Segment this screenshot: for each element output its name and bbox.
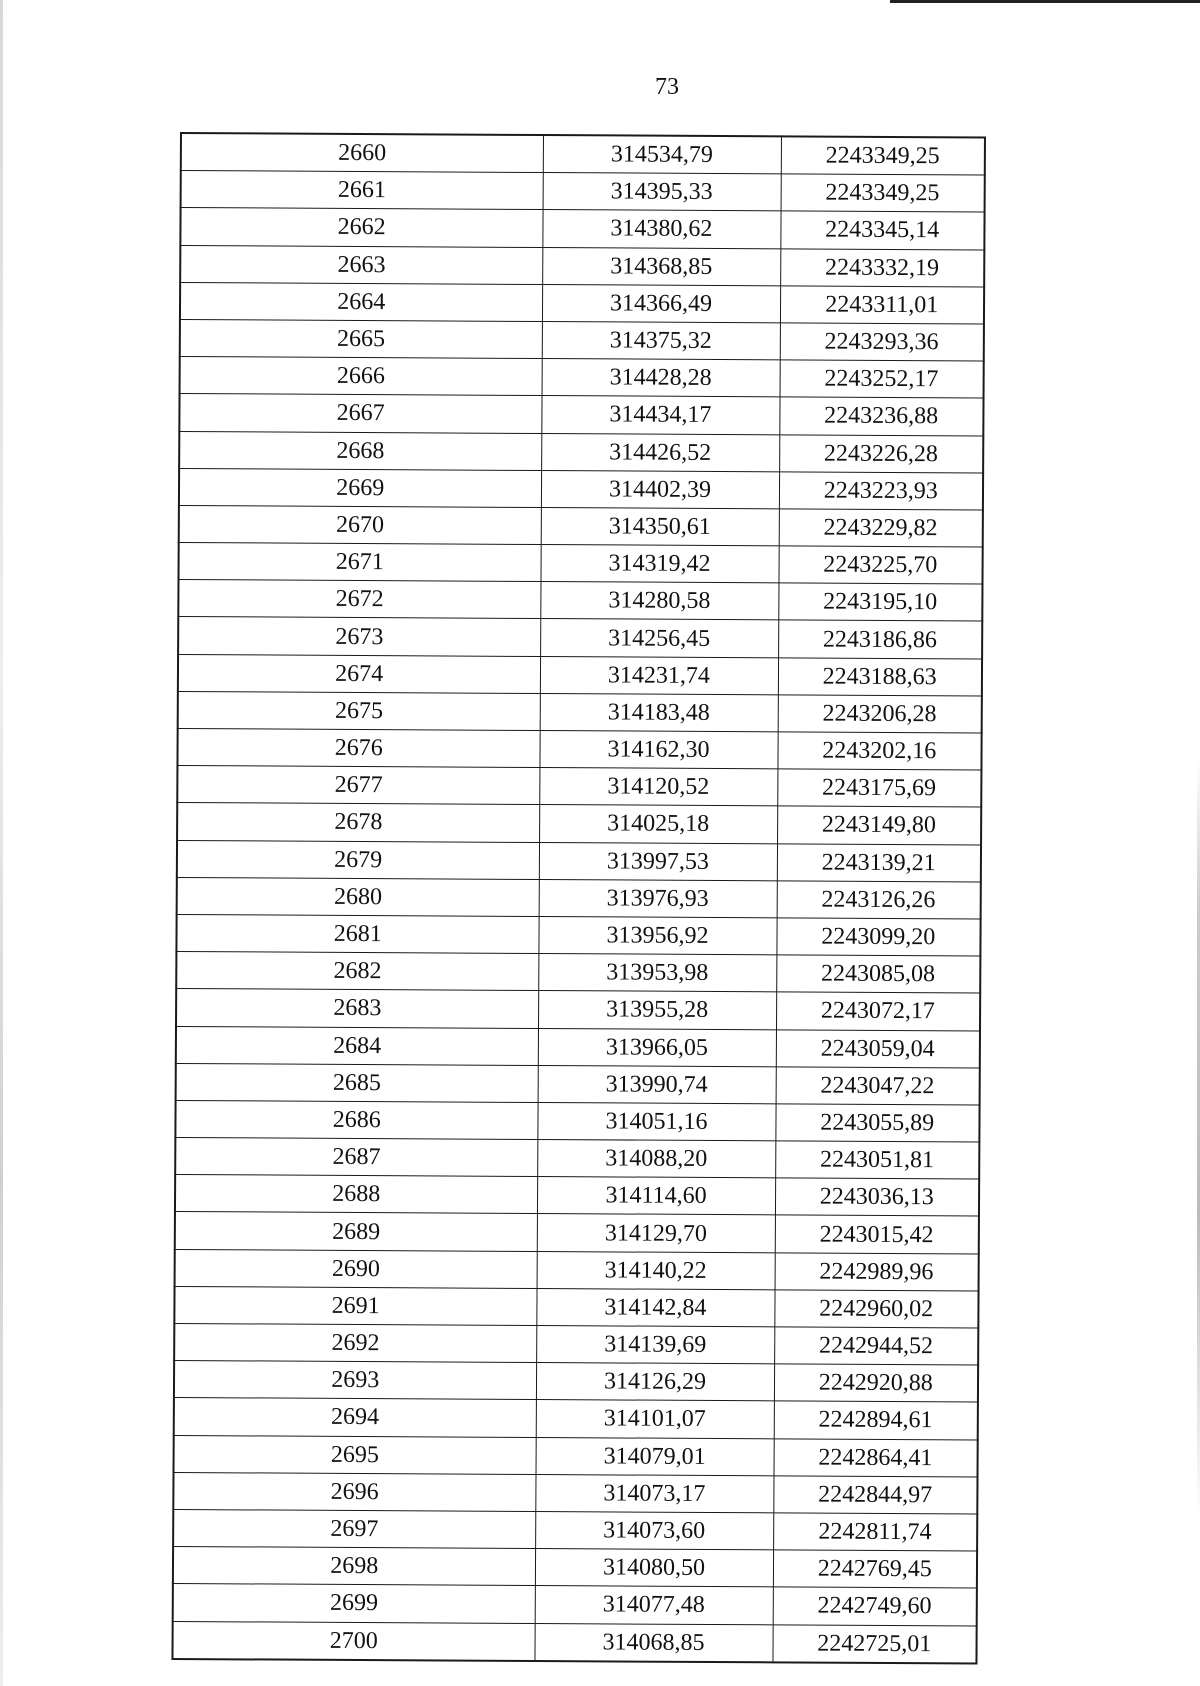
table-row <box>175 1100 979 1142</box>
y-coordinate-cell: 2243186,86 <box>778 620 982 658</box>
y-coordinate-cell: 2242811,74 <box>773 1513 977 1551</box>
x-coordinate-cell: 314256,45 <box>540 619 778 658</box>
point-number-cell: 2662 <box>180 208 542 247</box>
table-row <box>180 282 984 324</box>
x-coordinate-cell: 314073,17 <box>535 1474 773 1513</box>
table-row <box>176 1026 980 1068</box>
table-row <box>178 691 982 733</box>
point-number-cell: 2700 <box>172 1621 534 1661</box>
table-row <box>180 357 984 399</box>
x-coordinate-cell: 314350,61 <box>541 507 779 546</box>
left-scan-edge <box>0 0 3 1686</box>
table-row <box>179 505 983 547</box>
point-number-cell: 2672 <box>178 580 540 619</box>
y-coordinate-cell: 2243206,28 <box>778 695 982 733</box>
table-row <box>180 245 984 287</box>
y-coordinate-cell: 2243332,19 <box>780 248 984 286</box>
y-coordinate-cell: 2243036,13 <box>775 1178 979 1216</box>
y-coordinate-cell: 2243229,82 <box>779 509 983 547</box>
point-number-cell: 2699 <box>173 1584 535 1623</box>
x-coordinate-cell: 314428,28 <box>542 359 780 398</box>
point-number-cell: 2664 <box>180 282 542 321</box>
x-coordinate-cell: 314120,52 <box>539 768 777 807</box>
table-row <box>173 1472 977 1514</box>
x-coordinate-cell: 314073,60 <box>535 1511 773 1550</box>
point-number-cell: 2676 <box>177 728 539 767</box>
y-coordinate-cell: 2242960,02 <box>774 1290 978 1328</box>
y-coordinate-cell: 2242864,41 <box>774 1438 978 1476</box>
x-coordinate-cell: 313966,05 <box>538 1028 776 1067</box>
point-number-cell: 2686 <box>175 1100 537 1139</box>
y-coordinate-cell: 2242920,88 <box>774 1364 978 1402</box>
point-number-cell: 2667 <box>179 394 541 433</box>
table-row <box>173 1584 977 1626</box>
x-coordinate-cell: 313956,92 <box>538 916 776 955</box>
coordinates-table <box>171 132 986 1664</box>
y-coordinate-cell: 2243149,80 <box>777 806 981 844</box>
table-row <box>178 543 982 585</box>
point-number-cell: 2697 <box>173 1509 535 1548</box>
table-row <box>175 1175 979 1217</box>
y-coordinate-cell: 2243055,89 <box>775 1104 979 1142</box>
point-number-cell: 2675 <box>178 691 540 730</box>
x-coordinate-cell: 314101,07 <box>536 1400 774 1439</box>
y-coordinate-cell: 2243072,17 <box>776 992 980 1030</box>
y-coordinate-cell: 2243051,81 <box>775 1141 979 1179</box>
table-row <box>181 133 985 175</box>
y-coordinate-cell: 2243252,17 <box>780 360 984 398</box>
point-number-cell: 2673 <box>178 617 540 656</box>
y-coordinate-cell: 2243226,28 <box>779 434 983 472</box>
table-row <box>172 1621 976 1663</box>
point-number-cell: 2677 <box>177 766 539 805</box>
point-number-cell: 2665 <box>180 319 542 358</box>
y-coordinate-cell: 2242894,61 <box>774 1401 978 1439</box>
table-row <box>175 1138 979 1180</box>
page-number: 73 <box>655 74 679 100</box>
x-coordinate-cell: 314139,69 <box>536 1326 774 1365</box>
y-coordinate-cell: 2242769,45 <box>773 1550 977 1588</box>
table-row <box>174 1361 978 1403</box>
y-coordinate-cell: 2243202,16 <box>777 732 981 770</box>
point-number-cell: 2690 <box>175 1249 537 1288</box>
x-coordinate-cell: 314366,49 <box>542 284 780 323</box>
x-coordinate-cell: 314068,85 <box>534 1623 772 1662</box>
point-number-cell: 2694 <box>174 1398 536 1437</box>
point-number-cell: 2695 <box>174 1435 536 1474</box>
point-number-cell: 2688 <box>175 1175 537 1214</box>
x-coordinate-cell: 314402,39 <box>541 470 779 509</box>
y-coordinate-cell: 2242989,96 <box>775 1252 979 1290</box>
x-coordinate-cell: 314375,32 <box>542 321 780 360</box>
x-coordinate-cell: 314534,79 <box>543 135 781 174</box>
x-coordinate-cell: 314426,52 <box>541 433 779 472</box>
x-coordinate-cell: 313953,98 <box>538 954 776 993</box>
point-number-cell: 2663 <box>180 245 542 284</box>
x-coordinate-cell: 314140,22 <box>537 1251 775 1290</box>
table-row <box>176 1063 980 1105</box>
x-coordinate-cell: 314142,84 <box>536 1288 774 1327</box>
table-row <box>180 208 984 250</box>
top-edge-rule <box>890 0 1200 3</box>
table-row <box>174 1435 978 1477</box>
y-coordinate-cell: 2243349,25 <box>781 174 985 212</box>
table-row <box>176 952 980 994</box>
point-number-cell: 2661 <box>181 171 543 210</box>
y-coordinate-cell: 2243099,20 <box>776 918 980 956</box>
y-coordinate-cell: 2243223,93 <box>779 472 983 510</box>
x-coordinate-cell: 314080,50 <box>535 1549 773 1588</box>
table-row <box>174 1398 978 1440</box>
point-number-cell: 2668 <box>179 431 541 470</box>
table-row <box>176 989 980 1031</box>
x-coordinate-cell: 314280,58 <box>540 582 778 621</box>
table-row <box>179 394 983 436</box>
y-coordinate-cell: 2243085,08 <box>776 955 980 993</box>
y-coordinate-cell: 2243195,10 <box>778 583 982 621</box>
point-number-cell: 2674 <box>178 654 540 693</box>
x-coordinate-cell: 314231,74 <box>540 656 778 695</box>
x-coordinate-cell: 314126,29 <box>536 1363 774 1402</box>
point-number-cell: 2698 <box>173 1547 535 1586</box>
table-row <box>178 654 982 696</box>
y-coordinate-cell: 2243126,26 <box>777 881 981 919</box>
point-number-cell: 2671 <box>178 543 540 582</box>
x-coordinate-cell: 314395,33 <box>543 173 781 212</box>
y-coordinate-cell: 2243015,42 <box>775 1215 979 1253</box>
point-number-cell: 2670 <box>179 505 541 544</box>
point-number-cell: 2687 <box>175 1138 537 1177</box>
x-coordinate-cell: 314051,16 <box>537 1102 775 1141</box>
table-row <box>174 1323 978 1365</box>
table-row <box>178 580 982 622</box>
point-number-cell: 2689 <box>175 1212 537 1251</box>
table-row <box>177 766 981 808</box>
point-number-cell: 2666 <box>180 357 542 396</box>
y-coordinate-cell: 2242944,52 <box>774 1327 978 1365</box>
x-coordinate-cell: 313955,28 <box>538 991 776 1030</box>
x-coordinate-cell: 314162,30 <box>539 731 777 770</box>
point-number-cell: 2685 <box>176 1063 538 1102</box>
table-row <box>179 431 983 473</box>
y-coordinate-cell: 2243349,25 <box>781 136 985 175</box>
y-coordinate-cell: 2243293,36 <box>780 323 984 361</box>
table-row <box>177 803 981 845</box>
y-coordinate-cell: 2242749,60 <box>773 1587 977 1625</box>
y-coordinate-cell: 2243047,22 <box>776 1067 980 1105</box>
table-row <box>180 319 984 361</box>
x-coordinate-cell: 314079,01 <box>536 1437 774 1476</box>
table-row <box>176 914 980 956</box>
y-coordinate-cell: 2243175,69 <box>777 769 981 807</box>
point-number-cell: 2682 <box>176 952 538 991</box>
point-number-cell: 2684 <box>176 1026 538 1065</box>
y-coordinate-cell: 2243236,88 <box>779 397 983 435</box>
table-row <box>173 1547 977 1589</box>
table-row <box>179 468 983 510</box>
point-number-cell: 2683 <box>176 989 538 1028</box>
point-number-cell: 2680 <box>177 877 539 916</box>
x-coordinate-cell: 314319,42 <box>540 545 778 584</box>
x-coordinate-cell: 314434,17 <box>541 396 779 435</box>
y-coordinate-cell: 2243311,01 <box>780 286 984 324</box>
table-row <box>175 1249 979 1291</box>
point-number-cell: 2693 <box>174 1361 536 1400</box>
x-coordinate-cell: 314368,85 <box>542 247 780 286</box>
x-coordinate-cell: 314077,48 <box>535 1586 773 1625</box>
point-number-cell: 2678 <box>177 803 539 842</box>
x-coordinate-cell: 314088,20 <box>537 1140 775 1179</box>
x-coordinate-cell: 314183,48 <box>540 693 778 732</box>
coordinates-table-wrapper <box>171 132 986 1664</box>
point-number-cell: 2660 <box>181 133 543 173</box>
table-row <box>173 1509 977 1551</box>
point-number-cell: 2696 <box>173 1472 535 1511</box>
coordinates-table-body <box>172 133 985 1663</box>
x-coordinate-cell: 314380,62 <box>542 210 780 249</box>
point-number-cell: 2679 <box>177 840 539 879</box>
y-coordinate-cell: 2243059,04 <box>776 1029 980 1067</box>
x-coordinate-cell: 313976,93 <box>539 879 777 918</box>
y-coordinate-cell: 2243225,70 <box>778 546 982 584</box>
x-coordinate-cell: 314129,70 <box>537 1214 775 1253</box>
y-coordinate-cell: 2243188,63 <box>778 657 982 695</box>
table-row <box>177 728 981 770</box>
y-coordinate-cell: 2242725,01 <box>772 1624 976 1663</box>
x-coordinate-cell: 313990,74 <box>538 1065 776 1104</box>
x-coordinate-cell: 314114,60 <box>537 1177 775 1216</box>
table-row <box>175 1212 979 1254</box>
x-coordinate-cell: 314025,18 <box>539 805 777 844</box>
y-coordinate-cell: 2243345,14 <box>780 211 984 249</box>
y-coordinate-cell: 2243139,21 <box>777 843 981 881</box>
table-row <box>178 617 982 659</box>
table-row <box>174 1286 978 1328</box>
point-number-cell: 2691 <box>174 1286 536 1325</box>
point-number-cell: 2669 <box>179 468 541 507</box>
point-number-cell: 2681 <box>176 914 538 953</box>
table-row <box>177 877 981 919</box>
table-row <box>181 171 985 213</box>
point-number-cell: 2692 <box>174 1323 536 1362</box>
y-coordinate-cell: 2242844,97 <box>773 1476 977 1514</box>
x-coordinate-cell: 313997,53 <box>539 842 777 881</box>
table-row <box>177 840 981 882</box>
